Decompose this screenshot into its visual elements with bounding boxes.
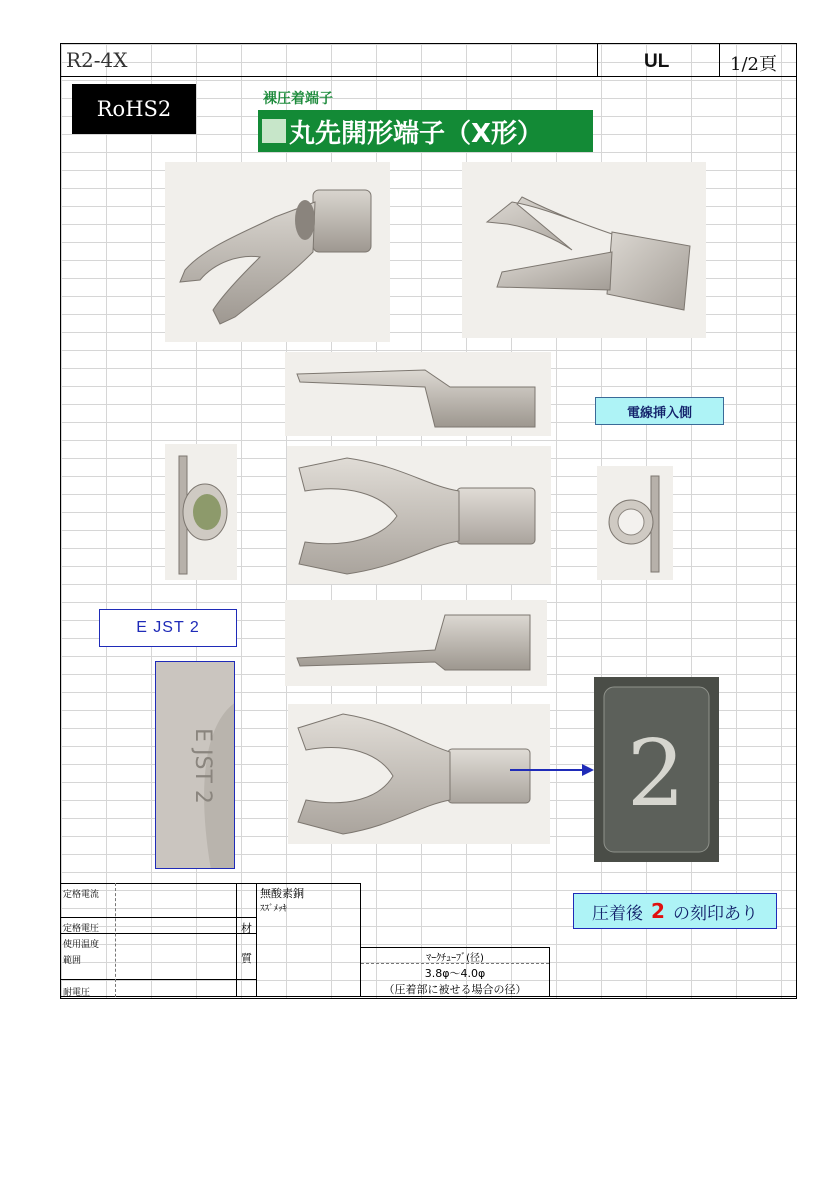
stamp-note-number: 2 <box>651 899 665 923</box>
crimp-stamp-number: 2 <box>626 720 686 827</box>
mark-tube-divider <box>361 963 549 964</box>
stamp-note-prefix: 圧着後 <box>592 903 644 924</box>
spec-rated-current: 定格電流 <box>63 890 100 900</box>
marking-closeup-text: E JST 2 <box>190 728 215 804</box>
mark-tube-note: （圧着部に被せる場合の径） <box>383 983 527 996</box>
spec-material-label-1: 材 <box>241 922 252 935</box>
arrow-icon <box>510 760 596 780</box>
terminal-end-view-left-image <box>165 444 237 580</box>
mark-tube-header: ﾏｰｸﾁｭｰﾌﾞ(径) <box>426 953 484 964</box>
terminal-end-view-right-image <box>597 466 673 580</box>
spec-dashed-line <box>115 883 116 997</box>
rohs-badge: RoHS2 <box>72 84 196 134</box>
spec-material-label-2: 質 <box>241 952 252 965</box>
terminal-top-view-image <box>287 446 551 584</box>
product-title <box>258 110 593 152</box>
photo-end-view-right <box>597 466 673 580</box>
spec-col-line <box>236 883 237 997</box>
spec-temp-range-2: 範囲 <box>63 956 82 966</box>
certification-mark: UL <box>644 51 670 72</box>
mark-tube-range: 3.8φ～4.0φ <box>424 967 486 980</box>
header-cell-divider <box>719 43 720 76</box>
model-number: R2-4X <box>66 48 128 72</box>
mark-tube-box <box>360 947 550 997</box>
marking-text-box: E JST 2 <box>99 609 237 647</box>
spec-row-line <box>60 979 256 980</box>
header-cell-divider <box>597 43 598 76</box>
photo-angled-left <box>165 162 390 342</box>
spec-material-value: 無酸素銅 <box>260 887 304 900</box>
crimp-stamp-image <box>594 677 719 862</box>
product-category: 裸圧着端子 <box>263 91 333 107</box>
spec-temp-range-1: 使用温度 <box>63 940 100 950</box>
photo-top-view <box>287 446 551 584</box>
wire-insertion-side-label: 電線挿入側 <box>595 397 724 425</box>
spec-table <box>60 883 797 999</box>
stamp-note-suffix: の刻印あり <box>672 903 758 924</box>
terminal-side-bottom-image <box>285 600 547 686</box>
photo-side-bottom <box>285 600 547 686</box>
spec-row-line <box>60 917 256 918</box>
photo-end-view-left <box>165 444 237 580</box>
page-number: 1/2頁 <box>730 54 777 75</box>
marking-closeup-image <box>156 662 235 869</box>
spec-rated-voltage: 定格電圧 <box>63 924 100 934</box>
terminal-angled-left-image <box>165 162 390 342</box>
photo-crimp-stamp-closeup <box>594 677 719 862</box>
terminal-angled-right-image <box>462 162 706 338</box>
title-square-icon <box>262 119 286 143</box>
spec-withstand-voltage: 耐電圧 <box>63 988 91 998</box>
spec-row-line <box>60 883 360 884</box>
terminal-side-top-image <box>285 352 551 436</box>
marking-closeup-frame <box>155 661 235 869</box>
spec-plating-value: ｽｽﾞﾒｯｷ <box>260 904 288 914</box>
photo-angled-right <box>462 162 706 338</box>
product-title-text: 丸先開形端子（X形） <box>289 118 544 149</box>
header-divider <box>60 76 797 77</box>
spec-col-line <box>256 883 257 997</box>
photo-side-top <box>285 352 551 436</box>
